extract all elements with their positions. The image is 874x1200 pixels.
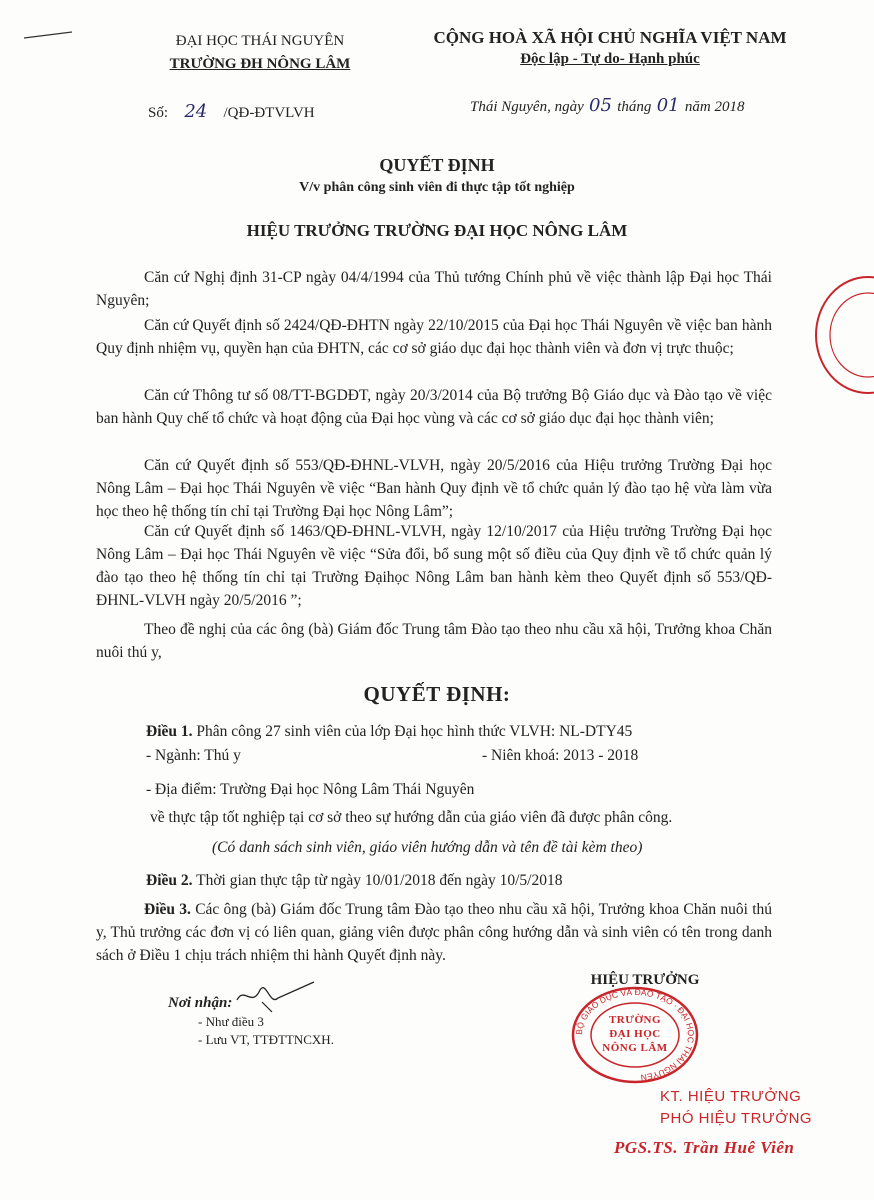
legal-basis-2: Căn cứ Quyết định số 2424/QĐ-ĐHTN ngày 22/10/2015 của Đại học Thái Nguyên về việc ban hành Quy định nhiệm vụ, quyền hạn của ĐHTN, các cơ sở giáo dục đại học thành viên và đơn vị trực thuộc; [96,317,772,357]
document-number [148,101,315,122]
pen-stroke-mark [22,30,74,40]
article-1-major: - Ngành: Thú y [146,747,241,764]
article-2 [146,869,766,892]
stamp-center-line: TRƯỜNG [608,1014,662,1026]
article-2-label: Điều 2. [146,872,193,889]
article-3-text: Các ông (bà) Giám đốc Trung tâm Đào tạo theo nhu cầu xã hội, Trưởng khoa Chăn nuôi thú y, Thủ trưởng các đơn vị có liên quan, giảng viên được phân công hướng dẫn và sinh viên có tên trong danh sách ở Điều 1 chịu trách nhiệm thi hành Quyết định này. [96,901,773,964]
issuing-authority: HIỆU TRƯỞNG TRƯỜNG ĐẠI HỌC NÔNG LÂM [246,221,628,240]
place-date [470,95,745,116]
date-month: 01 [656,95,680,116]
article-1-label: Điều 1. [146,723,193,740]
date-year: 2018 [714,99,745,115]
article-1-note: (Có danh sách sinh viên, giáo viên hướng dẫn và tên đề tài kèm theo) [212,839,643,856]
number-suffix: /QĐ-ĐTVLVH [223,105,315,121]
recipient-item: - Như điều 3 [198,1014,264,1029]
signature-title: HIỆU TRƯỞNG [590,972,700,988]
number-label: Số: [148,105,169,121]
legal-basis-4: Căn cứ Quyết định số 553/QĐ-ĐHNL-VLVH, ngày 20/5/2016 của Hiệu trưởng Trường Đại học Nông Lâm – Đại học Thái Nguyên về việc “Ban hành Quy định về tổ chức quản lý đào tạo hệ vừa làm vừa học theo hệ thống tín chỉ tại Trường Đại học Nông Lâm”; [96,457,772,520]
decision-heading: QUYẾT ĐỊNH: [363,682,511,706]
recipient-item: - Lưu VT, TTĐTTNCXH. [198,1032,334,1047]
document-title: QUYẾT ĐỊNH [379,155,495,175]
deputy-title: PHÓ HIỆU TRƯỞNG [660,1110,813,1127]
article-1 [146,720,766,743]
document-subject: V/v phân công sinh viên đi thực tập tốt nghiệp [299,180,575,195]
national-motto: Độc lập - Tự do- Hạnh phúc [520,51,700,67]
initials-signature [232,978,322,1018]
article-1-text: Phân công 27 sinh viên của lớp Đại học hình thức VLVH: NL-DTY45 [196,723,633,740]
legal-basis-1: Căn cứ Nghị định 31-CP ngày 04/4/1994 của Thủ tướng Chính phủ về việc thành lập Đại học Thái Nguyên; [96,269,772,309]
stamp-ring-text: BỘ GIÁO DỤC VÀ ĐÀO TẠO · ĐẠI HỌC THÁI NGUYÊN [573,986,697,1083]
legal-basis-5: Căn cứ Quyết định số 1463/QĐ-ĐHNL-VLVH, ngày 12/10/2017 của Hiệu trưởng Trường Đại học Nông Lâm – Đại học Thái Nguyên về việc “Sửa đổi, bổ sung một số điều của Quy định về tổ chức quản lý đào tạo theo hệ thống tín chỉ tại Trường Đạihọc Nông Lâm ban hành kèm theo Quyết định số 553/QĐ-ĐHNL-VLVH ngày 20/5/2016 ”; [96,523,772,609]
place-prefix: Thái Nguyên, ngày [470,99,584,115]
date-day: 05 [589,95,612,116]
article-3 [96,898,772,967]
recipients-label: Nơi nhận: [168,995,233,1011]
school-name: TRƯỜNG ĐH NÔNG LÂM [169,56,351,72]
year-label: năm [684,99,711,115]
stamp-center-line: ĐẠI HỌC [609,1028,661,1040]
stamp-center-line: NÔNG LÂM [602,1042,668,1054]
article-3-label: Điều 3. [144,901,191,918]
article-1-purpose: về thực tập tốt nghiệp tại cơ sở theo sự hướng dẫn của giáo viên đã được phân công. [150,809,673,826]
deputy-prefix: KT. HIỆU TRƯỞNG [660,1088,802,1105]
organization-name: ĐẠI HỌC THÁI NGUYÊN [175,33,345,49]
article-1-location: - Địa điểm: Trường Đại học Nông Lâm Thái Nguyên [146,781,475,798]
article-2-text: Thời gian thực tập từ ngày 10/01/2018 đến ngày 10/5/2018 [196,872,563,889]
edge-stamp-fragment [808,270,874,400]
national-title: CỘNG HOÀ XÃ HỘI CHỦ NGHĨA VIỆT NAM [433,28,787,47]
article-1-course: - Niên khoá: 2013 - 2018 [482,747,639,764]
signer-name: PGS.TS. Trần Huê Viên [614,1138,795,1157]
proposal-basis: Theo đề nghị của các ông (bà) Giám đốc Trung tâm Đào tạo theo nhu cầu xã hội, Trưởng khoa Chăn nuôi thú y, [96,621,772,661]
official-stamp [570,985,700,1085]
month-label: tháng [617,99,652,115]
legal-basis-3: Căn cứ Thông tư số 08/TT-BGDĐT, ngày 20/3/2014 của Bộ trưởng Bộ Giáo dục và Đào tạo về việc ban hành Quy chế tổ chức và hoạt động của Đại học vùng và các cơ sở giáo dục đại học thành viên; [96,387,772,427]
number-handwritten: 24 [184,101,208,122]
